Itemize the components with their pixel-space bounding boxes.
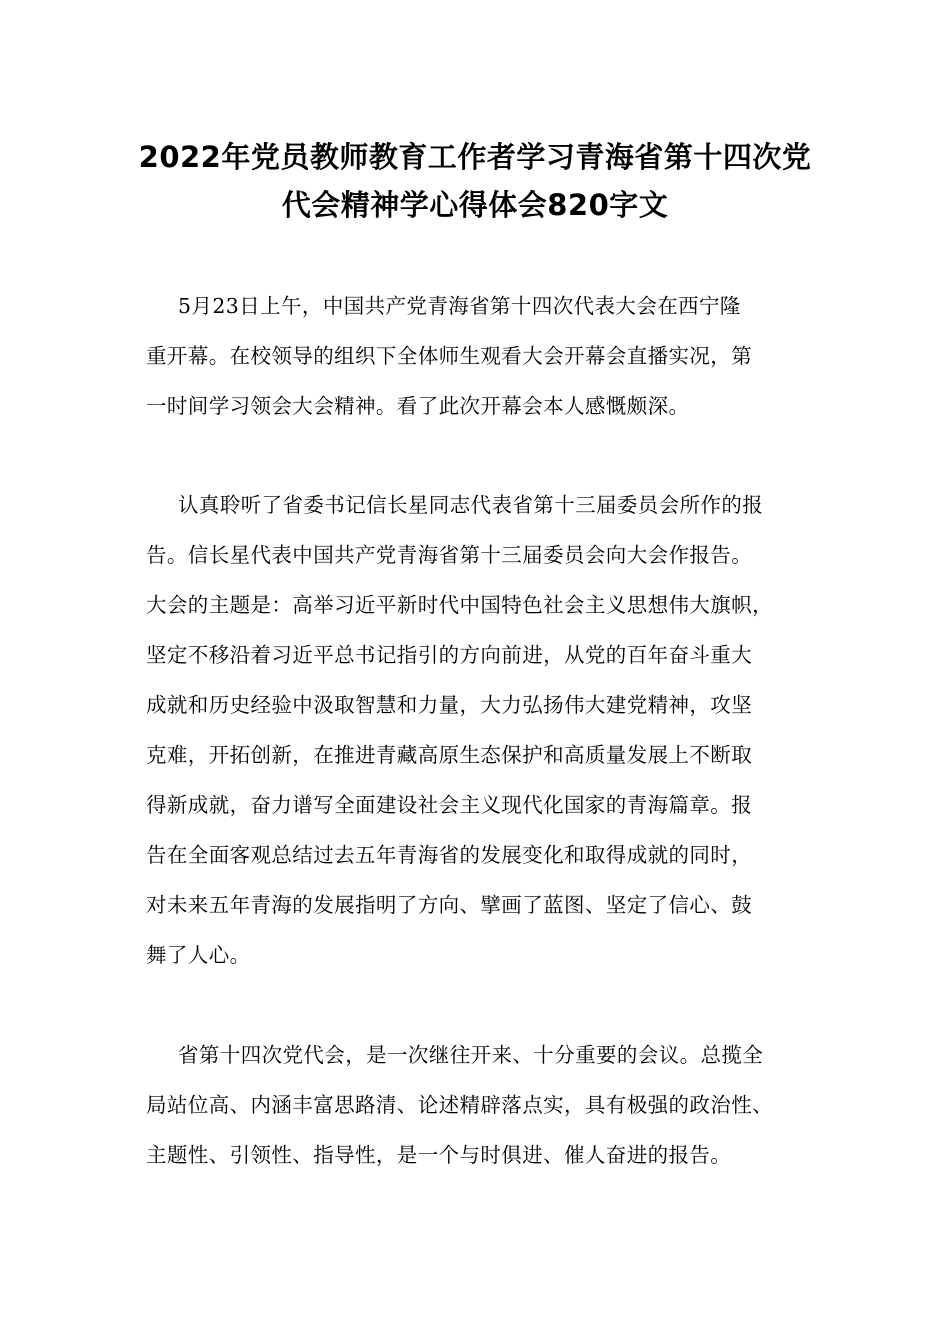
paragraph-2-line-4: 坚定不移沿着习近平总书记指引的方向前进，从党的百年奋斗重大 xyxy=(146,643,753,667)
paragraph-1-line-3: 一时间学习领会大会精神。看了此次开幕会本人感慨颇深。 xyxy=(146,394,690,418)
paragraph-3-line-1: 省第十四次党代会，是一次继往开来、十分重要的会议。总揽全 xyxy=(178,1043,764,1067)
paragraph-2-line-5: 成就和历史经验中汲取智慧和力量，大力弘扬伟大建党精神，攻坚 xyxy=(146,693,753,717)
paragraph-1-line-1: 5月23日上午，中国共产党青海省第十四次代表大会在西宁隆 xyxy=(178,294,741,318)
paragraph-2-line-3: 大会的主题是：高举习近平新时代中国特色社会主义思想伟大旗帜， xyxy=(146,593,773,617)
paragraph-2-line-6: 克难，开拓创新，在推进青藏高原生态保护和高质量发展上不断取 xyxy=(146,743,753,767)
document-title-line-1: 2022年党员教师教育工作者学习青海省第十四次党 xyxy=(138,140,812,174)
paragraph-2-line-7: 得新成就，奋力谱写全面建设社会主义现代化国家的青海篇章。报 xyxy=(146,793,753,817)
paragraph-2-line-10: 舞了人心。 xyxy=(146,943,251,967)
document-title-line-2: 代会精神学心得体会820字文 xyxy=(281,188,669,222)
paragraph-2-line-2: 告。信长星代表中国共产党青海省第十三届委员会向大会作报告。 xyxy=(146,543,753,567)
paragraph-2-line-9: 对未来五年青海的发展指明了方向、擘画了蓝图、坚定了信心、鼓 xyxy=(146,893,753,917)
paragraph-2-line-1: 认真聆听了省委书记信长星同志代表省第十三届委员会所作的报 xyxy=(178,493,764,517)
paragraph-1-line-2: 重开幕。在校领导的组织下全体师生观看大会开幕会直播实况，第 xyxy=(146,344,753,368)
paragraph-3-line-3: 主题性、引领性、指导性，是一个与时俱进、催人奋进的报告。 xyxy=(146,1143,732,1167)
paragraph-3-line-2: 局站位高、内涵丰富思路清、论述精辟落点实，具有极强的政治性、 xyxy=(146,1093,773,1117)
paragraph-2-line-8: 告在全面客观总结过去五年青海省的发展变化和取得成就的同时， xyxy=(146,843,753,867)
